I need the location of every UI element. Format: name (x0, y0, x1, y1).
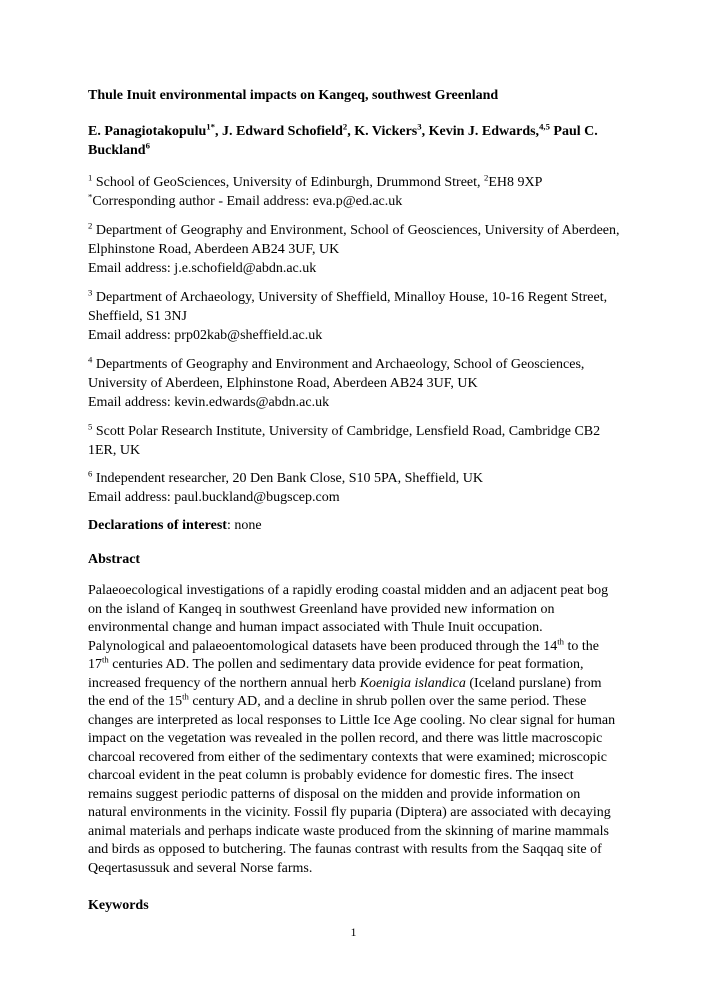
affiliation-3: $^3$ Department of Archaeology, University of Sheffield, Minalloy House, 10-16 Regent Street, Sheffield, S1 3NJ Email address: prp02kab@sheffield.ac.uk (88, 287, 608, 343)
affiliation-2: $^2$ Department of Geography and Environment, School of Geosciences, University of Aberdeen, Elphinstone Road, Aberdeen AB24 3UF, UK Email address: j.e.schofield@abdn.ac.uk (88, 220, 620, 276)
paper-title: Thule Inuit environmental impacts on Kangeq, southwest Greenland (88, 88, 499, 103)
keywords-heading: Keywords (88, 898, 149, 913)
abstract-text: Palaeoecological investigations of a rapidly eroding coastal midden and an adjacent peat bog on the island of Kangeq in southwest Greenland have provided new information on environmental change and human impact associated with Thule Inuit occupation. Palynological and palaeoentomological datasets have been produced through the 14th to the 17th centuries AD. The pollen and sedimentary data provide evidence for peat formation, increased frequency of the northern annual herb Koenigia islandica (Iceland purslane) from the end of the 15th century AD, and a decline in shrub pollen over the same period. These changes are interpreted as local responses to Little Ice Age cooling. No clear signal for human impact on the vegetation was revealed in the pollen record, and there was little macroscopic charcoal recovered from either of the sedimentary contexts that were examined; microscopic charcoal evident in the peat column is probably evidence for domestic fires. The insect remains suggest periodic patterns of disposal on the midden and provide information on natural environments in the vicinity. Fossil fly puparia (Diptera) are associated with decaying animal materials and perhaps indicate waste produced from the skinning of marine mammals and birds as opposed to butchering. The faunas contrast with results from the Saqqaq site of Qeqertasussuk and several Norse farms. (88, 583, 616, 876)
abstract-heading: Abstract (88, 552, 141, 567)
affiliation-4: $^4$ Departments of Geography and Environment and Archaeology, School of Geosciences, University of Aberdeen, Elphinstone Road, Aberdeen AB24 3UF, UK Email address: kevin.edwards@abdn.ac.uk (88, 354, 585, 410)
affiliation-1: $^1$ School of GeoSciences, University of Edinburgh, Drummond Street, $^2$EH8 9XP *Corresponding author - Email address: eva.p@ed.ac.uk (88, 172, 543, 209)
declarations-of-interest: Declarations of interest: none (88, 518, 262, 533)
page-number: 1 (350, 925, 357, 939)
author-line: E. Panagiotakopulu$^{1*}$, J. Edward Schofield$^2$, K. Vickers$^3$, Kevin J. Edwards,$^{4,5}$ Paul C. Buckland$^6$ (88, 121, 598, 158)
affiliation-5: $^5$ Scott Polar Research Institute, University of Cambridge, Lensfield Road, Cambridge CB2 1ER, UK (88, 421, 601, 458)
affiliation-6: $^6$ Independent researcher, 20 Den Bank Close, S10 5PA, Sheffield, UK Email address: paul.buckland@bugscep.com (88, 468, 483, 505)
